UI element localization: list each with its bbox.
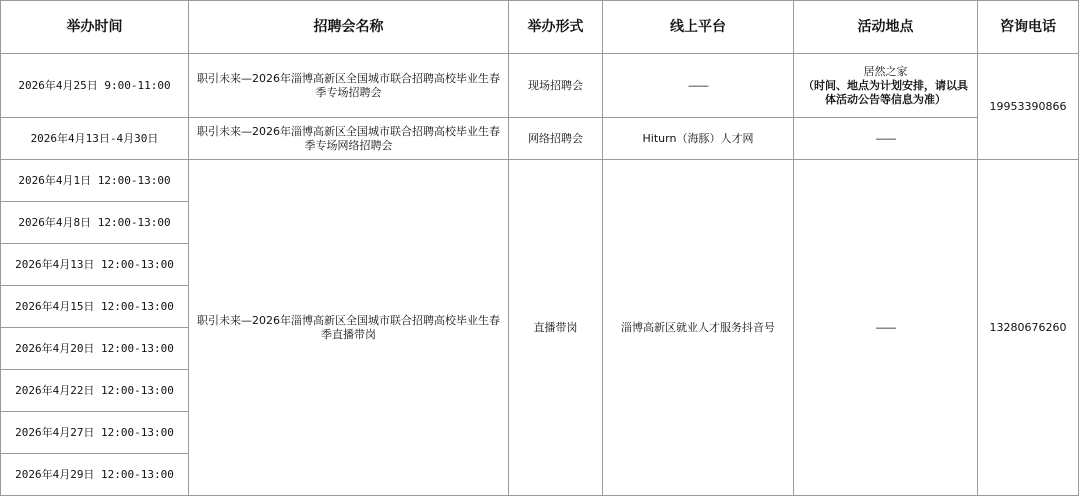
location-note: （时间、地点为计划安排，请以具体活动公告等信息为准） xyxy=(803,78,968,106)
location-title: 居然之家 xyxy=(863,64,908,78)
event-format: 网络招聘会 xyxy=(509,118,603,160)
table-row xyxy=(1,54,1079,118)
table-row xyxy=(1,118,1079,160)
livestream-time: 2026年4月27日 12:00-13:00 xyxy=(1,412,189,454)
livestream-time: 2026年4月20日 12:00-13:00 xyxy=(1,328,189,370)
livestream-phone: 13280676260 xyxy=(978,160,1079,496)
livestream-location: —— xyxy=(794,160,978,496)
header-row xyxy=(1,1,1079,54)
phone-cell: 19953390866 xyxy=(978,54,1079,160)
header-platform: 线上平台 xyxy=(603,1,794,54)
livestream-time: 2026年4月8日 12:00-13:00 xyxy=(1,202,189,244)
event-platform: Hiturn（海豚）人才网 xyxy=(603,118,794,160)
event-location: —— xyxy=(794,118,978,160)
event-time: 2026年4月13日-4月30日 xyxy=(1,118,189,160)
header-name: 招聘会名称 xyxy=(189,1,509,54)
event-name: 职引未来—2026年淄博高新区全国城市联合招聘高校毕业生春季专场网络招聘会 xyxy=(189,118,509,160)
livestream-platform: 淄博高新区就业人才服务抖音号 xyxy=(603,160,794,496)
livestream-time: 2026年4月1日 12:00-13:00 xyxy=(1,160,189,202)
livestream-time: 2026年4月15日 12:00-13:00 xyxy=(1,286,189,328)
livestream-format: 直播带岗 xyxy=(509,160,603,496)
livestream-time: 2026年4月13日 12:00-13:00 xyxy=(1,244,189,286)
livestream-time: 2026年4月22日 12:00-13:00 xyxy=(1,370,189,412)
event-name: 职引未来—2026年淄博高新区全国城市联合招聘高校毕业生春季专场招聘会 xyxy=(189,54,509,118)
event-time: 2026年4月25日 9:00-11:00 xyxy=(1,54,189,118)
event-format: 现场招聘会 xyxy=(509,54,603,118)
event-platform: —— xyxy=(603,54,794,118)
header-phone: 咨询电话 xyxy=(978,1,1079,54)
event-location xyxy=(794,54,978,118)
header-location: 活动地点 xyxy=(794,1,978,54)
header-time: 举办时间 xyxy=(1,1,189,54)
livestream-name: 职引未来—2026年淄博高新区全国城市联合招聘高校毕业生春季直播带岗 xyxy=(189,160,509,496)
header-format: 举办形式 xyxy=(509,1,603,54)
livestream-time: 2026年4月29日 12:00-13:00 xyxy=(1,454,189,496)
table-row xyxy=(1,160,1079,202)
